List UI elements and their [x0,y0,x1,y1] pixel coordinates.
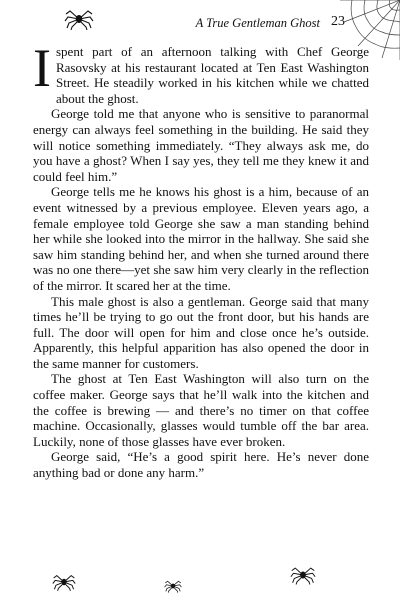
paragraph [33,38,369,106]
paragraph: This male ghost is also a gentleman. George said that many times he’ll be trying to go out the front door, but his hands are full. The door will open for him and close once he’s outside. Apparently, this helpful apparition has also opened the door in the same manner for customers. [33,293,369,371]
spider-icon [52,573,76,591]
drop-cap: I [33,38,51,98]
paragraph: George tells me he knows his ghost is a him, because of an event witnessed by a previous employee. Eleven years ago, a female employee told George she saw a man standing behind her while she looked into the mirror in the hallway. She said she saw him standing behind her, and when she turned around there was no one there—yet she saw him very clearly in the reflection of the mirror. It scared her at the time. [33,184,369,293]
running-title: A True Gentleman Ghost [195,16,320,30]
spider-icon [64,8,94,30]
paragraph: George said, “He’s a good spirit here. He’s never done anything bad or done any harm.” [33,449,369,481]
page-number: 23 [331,14,345,29]
paragraph-text: spent part of an afternoon talking with Chef George Rasovsky at his restaurant located at Ten East Washington Street. He steadily worked in his kitchen while we chatted about the ghost. [55,44,369,106]
paragraph: The ghost at Ten East Washington will also turn on the coffee maker. George says that he’ll walk into the kitchen and the coffee is brewing — and there’s no timer on that coffee machine. Occasionally, glasses would tumble off the bar area. Luckily, none of those glasses have ever broken. [33,371,369,449]
spider-icon [164,579,182,593]
body-text [33,38,369,481]
paragraph: George told me that anyone who is sensitive to paranormal energy can always feel something in the building. He said they will notice something immediately. “They always ask me, do you have a ghost? When I say yes, they tell me they knew it and could feel him.” [33,106,369,184]
spider-icon [290,565,316,585]
